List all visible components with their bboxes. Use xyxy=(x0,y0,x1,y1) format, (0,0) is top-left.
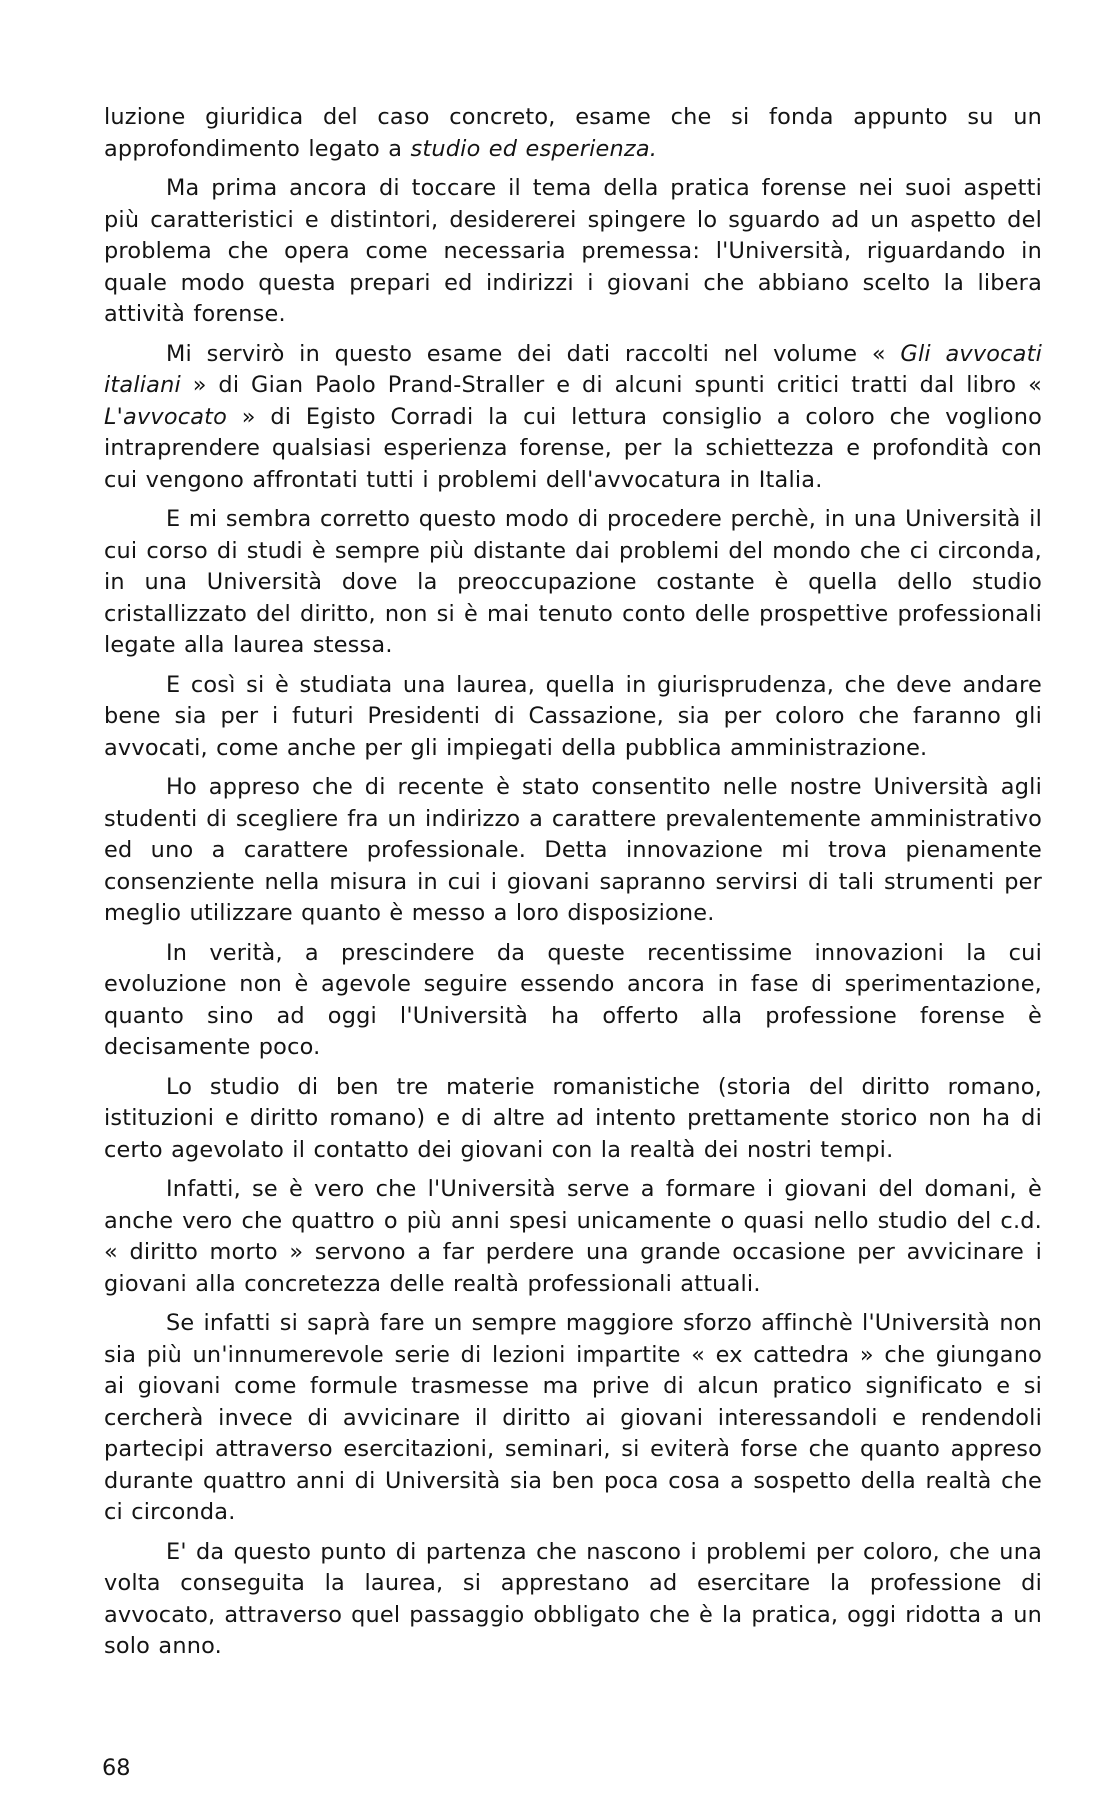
paragraph-text: luzione giuridica del caso concreto, esame che si fonda appunto su un approfondimento legato a xyxy=(104,104,1042,162)
italic-text: L'avvocato xyxy=(104,403,228,430)
paragraph xyxy=(104,339,1042,497)
paragraph-text: Lo studio di ben tre materie romanistiche (storia del diritto romano, istituzioni e diritto romano) e di altre ad intento prettamente storico non ha di certo agevolato il contatto dei giovani con la realtà dei nostri tempi. xyxy=(104,1073,1042,1163)
paragraph-text: E così si è studiata una laurea, quella in giurisprudenza, che deve andare bene sia per i futuri Presidenti di Cassazione, sia per coloro che faranno gli avvocati, come anche per gli impiegati della pubblica amministrazione. xyxy=(104,671,1042,761)
paragraph xyxy=(104,938,1042,1064)
paragraph-text: Mi servirò in questo esame dei dati raccolti nel volume « xyxy=(166,340,901,367)
paragraph-text: » di Gian Paolo Prand-Straller e di alcuni spunti critici tratti dal libro « xyxy=(180,372,1042,398)
paragraph xyxy=(104,1537,1042,1663)
paragraph xyxy=(104,504,1042,662)
italic-text: Gli avvocati italiani xyxy=(104,340,1043,398)
paragraph xyxy=(104,102,1042,165)
paragraph-text: Ho appreso che di recente è stato consentito nelle nostre Università agli studenti di scegliere fra un indirizzo a carattere prevalentemente amministrativo ed uno a carattere professionale. Detta innovazione mi trova pienamente consenziente nella misura in cui i giovani sapranno servirsi di tali strumenti per meglio utilizzare quanto è messo a loro disposizione. xyxy=(104,774,1042,926)
page-body xyxy=(104,102,1042,1671)
page-number: 68 xyxy=(102,1755,131,1781)
paragraph-text: E' da questo punto di partenza che nascono i problemi per coloro, che una volta conseguita la laurea, si apprestano ad esercitare la professione di avvocato, attraverso quel passaggio obbligato che è la pratica, oggi ridotta a un solo anno. xyxy=(104,1538,1042,1659)
paragraph-text: Infatti, se è vero che l'Università serve a formare i giovani del domani, è anche vero che quattro o più anni spesi unicamente o quasi nello studio del c.d. « diritto morto » servono a far perdere una grande occasione per avvicinare i giovani alla concretezza delle realtà professionali attuali. xyxy=(104,1176,1042,1297)
paragraph xyxy=(104,1174,1042,1300)
paragraph xyxy=(104,1308,1042,1529)
paragraph-text: Ma prima ancora di toccare il tema della pratica forense nei suoi aspetti più caratteristici e distintori, desidererei spingere lo sguardo ad un aspetto del problema che opera come necessaria premessa: l'Università, riguardando in quale modo questa prepari ed indirizzi i giovani che abbiano scelto la libera attività forense. xyxy=(104,175,1042,327)
paragraph-text: E mi sembra corretto questo modo di procedere perchè, in una Università il cui corso di studi è sempre più distante dai problemi del mondo che ci circonda, in una Università dove la preoccupazione costante è quella dello studio cristallizzato del diritto, non si è mai tenuto conto delle prospettive professionali legate alla laurea stessa. xyxy=(104,506,1042,658)
paragraph xyxy=(104,173,1042,331)
italic-text: studio ed esperienza. xyxy=(410,135,658,162)
paragraph-text: » di Egisto Corradi la cui lettura consiglio a coloro che vogliono intraprendere qualsiasi esperienza forense, per la schiettezza e profondità con cui vengono affrontati tutti i problemi dell'avvocatura in Italia. xyxy=(104,403,1042,493)
paragraph-text: Se infatti si saprà fare un sempre maggiore sforzo affinchè l'Università non sia più un'innumerevole serie di lezioni impartite « ex cattedra » che giungano ai giovani come formule trasmesse ma prive di alcun pratico significato e si cercherà invece di avvicinare il diritto ai giovani interessandoli e rendendoli partecipi attraverso esercitazioni, seminari, si eviterà forse che quanto appreso durante quattro anni di Università sia ben poca cosa a sospetto della realtà che ci circonda. xyxy=(104,1310,1042,1525)
paragraph-text: In verità, a prescindere da queste recentissime innovazioni la cui evoluzione non è agevole seguire essendo ancora in fase di sperimentazione, quanto sino ad oggi l'Università ha offerto alla professione forense è decisamente poco. xyxy=(104,939,1042,1060)
paragraph xyxy=(104,670,1042,765)
paragraph xyxy=(104,1072,1042,1167)
paragraph xyxy=(104,772,1042,930)
